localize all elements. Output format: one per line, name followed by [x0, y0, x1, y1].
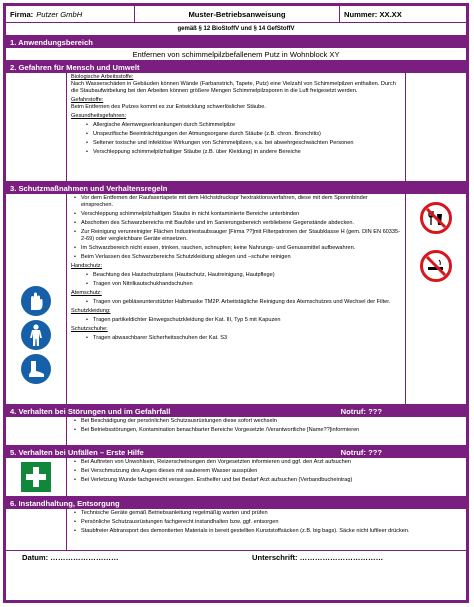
- list-item: • Bei Beschädigung der persönlichen Schutzausrüstungen diese sofort wechseln: [71, 418, 462, 425]
- list-item: • Staubfreier Abtransport des demontierten Materials in bereit gestellten Kunststoffsäcken (z.B. big bags). Säcke nicht luftleer drücken.: [71, 528, 462, 535]
- list-item: • Technische Geräte gemäß Betriebsanleitung regelmäßig warten und prüfen: [71, 510, 462, 517]
- list-item: • Vor dem Entfernen der Raufasertapete mit dem Höchstdruckspr¨hextraktionsverfahren, diese mit dem Sporenbinder einsprechen.: [71, 195, 401, 209]
- list-item: • Bei Betriebsstörungen, Kontamination benachbarter Bereiche Vorgesetzte /Verantwortliche [Name??]informieren: [71, 427, 462, 434]
- emergency-number: Notruf: ???: [340, 447, 382, 457]
- company-cell: [6, 6, 135, 22]
- list-item: • Allergische Atemwegserkrankungen durch Schimmelpilze: [71, 122, 401, 129]
- list-item: • Beachtung des Hautschutzplans (Hautschutz, Hautreinigung, Hautpflege): [71, 272, 401, 279]
- no-smoking-icon: [420, 250, 452, 282]
- list-item: • Bei Auftreten von Unwohlsein, Reizerscheinungen den Vorgesetzten informieren und ggf. den Arzt aufsuchen: [71, 459, 462, 466]
- legal-basis: gemäß § 12 BioStoffV und § 14 GefStoffV: [6, 23, 466, 36]
- section-3-header: 3. Schutzmaßnahmen und Verhaltensregeln: [6, 182, 466, 194]
- gef-text: Beim Entfernen des Putzes kommt es zur Entwicklung schwerlöslicher Stäube.: [71, 104, 266, 110]
- first-aid-cross-icon: [21, 462, 51, 492]
- list-item: • Beim Verlassen des Schwarzbereichs Schutzkleidung ablegen und –schuhe reinigen: [71, 254, 401, 261]
- list-item: • Tragen abwaschbarer Sicherheitsschuhen der Kat. S3: [71, 335, 401, 342]
- section-2-header: 2. Gefahren für Mensch und Umwelt: [6, 61, 466, 73]
- scope-text: Entfernen von schimmelpilzbefallenem Putz in Wohnblock XY: [6, 48, 466, 61]
- atem-title: Atemschutz:: [71, 290, 102, 296]
- company-name: Putzer GmbH: [36, 9, 83, 19]
- section-1-header: 1. Anwendungsbereich: [6, 36, 466, 48]
- gloves-icon: [21, 286, 51, 316]
- operating-instruction-sheet: [3, 3, 469, 603]
- section-5-header: 5. Verhalten bei Unfällen – Erste Hilfe Notruf: ???: [6, 446, 466, 458]
- document-number: Nummer: XX.XX: [344, 9, 402, 19]
- section-6-body: [6, 509, 466, 551]
- signature-field[interactable]: Unterschrift: ……………………………: [252, 553, 384, 562]
- company-label: Firma:: [10, 9, 34, 19]
- list-item: • Verschleppung schimmelpilzhaltiger Stäube (z.B. über Kleidung) in andere Bereiche: [71, 149, 401, 156]
- section-3-body: [6, 194, 466, 405]
- section-6-header: 6. Instandhaltung, Entsorgung: [6, 497, 466, 509]
- list-item: • Tragen von gebläseunterstützter Halbmaske TM2P. Arbeitstägliche Reinigung des Atemschutzes und Wechsel der Filter.: [71, 299, 401, 306]
- list-item: • Unspezifische Beeinträchtigungen der Atmungsorgane durch Stäube (z.B. chron. Bronchitis): [71, 131, 401, 138]
- section-4-header: 4. Verhalten bei Störungen und im Gefahrfall Notruf: ???: [6, 405, 466, 417]
- section-5-body: [6, 458, 466, 497]
- list-item: • Im Schwarzbereich nicht essen, trinken, rauchen, schnupfen; keine Nahrungs- und Genussmittel aufbewahren.: [71, 245, 401, 252]
- section-2-body: [6, 73, 466, 182]
- protective-clothing-icon: [21, 320, 51, 350]
- list-item: • Abschotten des Schwarzbereichs mit Baufolie und im Sanierungsbereich verbliebene Gegenstände abdecken.: [71, 220, 401, 227]
- ges-title: Gesundheitsgefahren:: [71, 113, 127, 119]
- emergency-number: Notruf: ???: [340, 406, 382, 416]
- list-item: • Bei Verletzung Wunde fachgerecht versorgen. Ersthelfer und bei Bedarf Arzt aufsuchen (Verbandbucheintrag): [71, 477, 462, 484]
- list-item: • Tragen von Nitrilkautschukhandschuhen: [71, 281, 401, 288]
- list-item: • Bei Verschmutzung des Auges dieses mit sauberem Wasser ausspülen: [71, 468, 462, 475]
- safety-shoes-icon: [21, 354, 51, 384]
- hand-title: Handschutz:: [71, 263, 103, 269]
- kleid-title: Schutzkleidung:: [71, 308, 111, 314]
- section-4-body: [6, 417, 466, 446]
- list-item: • Seltener toxische und infektiöse Wirkungen von Schimmelpilzen, v.a. bei abwehrgeschwächten Personen: [71, 140, 401, 147]
- date-field[interactable]: Datum: ………………………: [22, 553, 119, 562]
- no-eating-drinking-icon: [420, 202, 452, 234]
- document-title: Muster-Betriebsanweisung: [135, 6, 340, 22]
- header-row: [6, 6, 466, 23]
- list-item: • Verschleppung schimmelpilzhaltigen Staubs in nicht kontaminierte Bereiche unterbinden: [71, 211, 401, 218]
- bio-title: Biologische Arbeitsstoffe:: [71, 74, 134, 80]
- list-item: • Persönliche Schutzausrüstungen fachgerecht instandhalten bzw. ggf. entsorgen: [71, 519, 462, 526]
- signature-row: [6, 551, 466, 564]
- schuh-title: Schutzschuhe:: [71, 326, 108, 332]
- list-item: • Zur Reinigung verunreinigter Flächen Industriestaubsauger [Firma ??]mit Filterpatronen der Staubklasse H (gem. DIN EN 60335-2-69) oder vergleichbare Geräte einsetzen.: [71, 229, 401, 243]
- list-item: • Tragen partikeldichter Einwegschutzkleidung der Kat. III, Typ 5 mit Kapuzen: [71, 317, 401, 324]
- bio-text: Nach Wasserschäden in Gebäuden können Wände (Farbanstrich, Tapete, Putz) eine Vielzahl von Schimmelpilzen enthalten. Durch die Staubaufwirbelung bei den Arbeiten können größere Mengen Schimmelpilzsporen in die Luft freigesetzt werden.: [71, 81, 396, 94]
- gef-title: Gefahrstoffe:: [71, 97, 104, 103]
